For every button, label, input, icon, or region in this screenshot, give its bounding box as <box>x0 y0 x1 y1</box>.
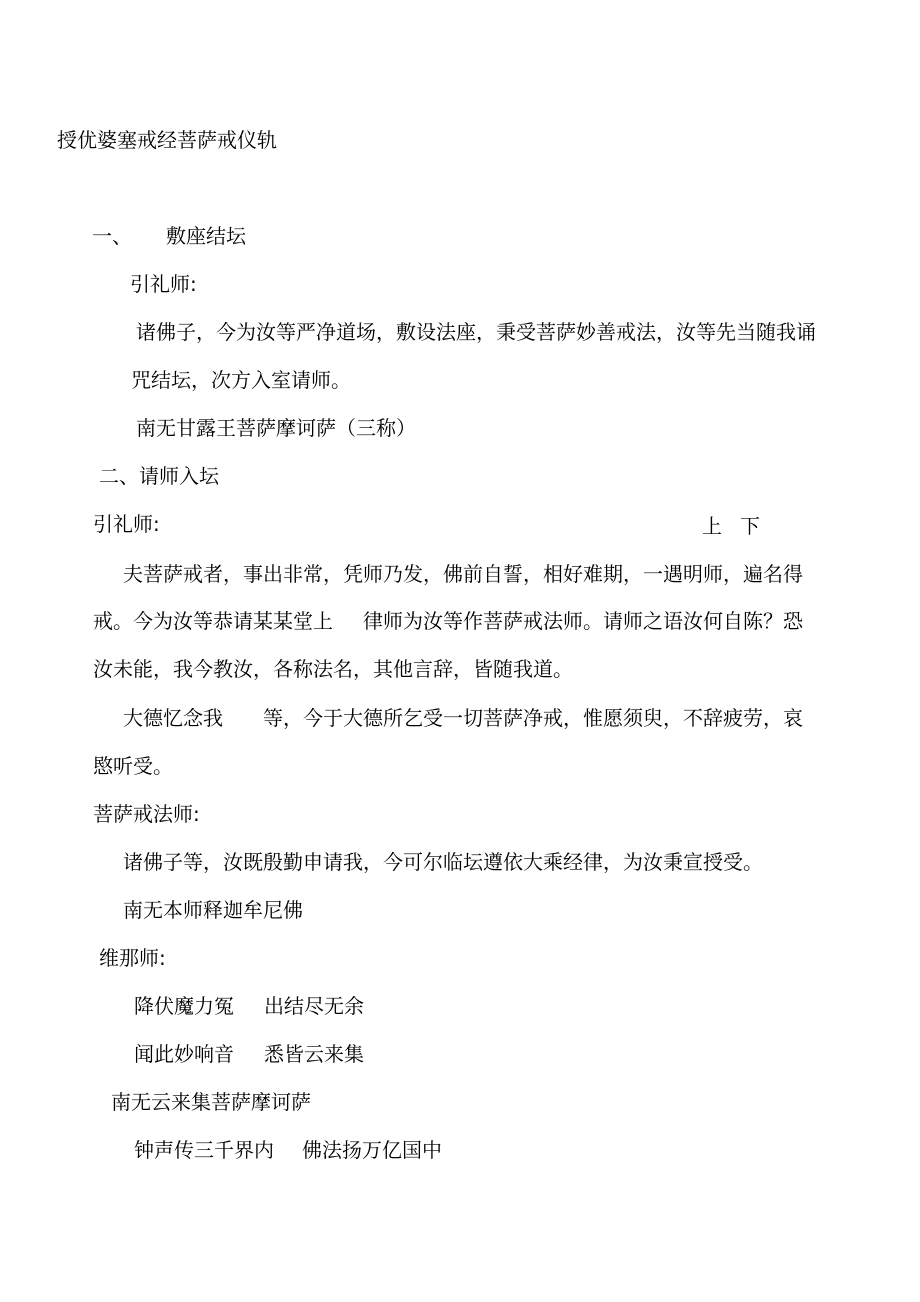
section2-paragraph1-line-3: 汝未能，我今教汝，各称法名，其他言辞，皆随我道。 <box>93 657 573 681</box>
section1-heading-text: 敷座结坛 <box>166 224 246 248</box>
line2-part-a: 戒。今为汝等恭请某某堂上 <box>93 609 333 633</box>
master-speaker: 菩萨戒法师: <box>93 802 200 826</box>
verse3-part-b: 佛法扬万亿国中 <box>302 1138 442 1162</box>
section2-speaker: 引礼师: <box>93 512 160 536</box>
verse3-part-a: 钟声传三千界内 <box>134 1138 274 1162</box>
para2-part-b: 等，今于大德所乞受一切菩萨净戒，惟愿须臾，不辞疲劳，哀 <box>263 706 803 730</box>
line2-part-b: 律师为汝等作菩萨戒法师。请师之语汝何自陈？恐 <box>363 609 803 633</box>
verse-line-1 <box>134 992 364 1020</box>
verse-line-3 <box>134 1136 442 1164</box>
section2-paragraph2-line-1 <box>123 704 803 732</box>
section1-paragraph-line-2: 咒结坛，次方入室请师。 <box>131 368 351 392</box>
verse-line-2 <box>134 1040 364 1068</box>
verse2-part-a: 闻此妙响音 <box>134 1042 234 1066</box>
right-note-lower: 下 <box>740 514 760 538</box>
verse2-part-b: 悉皆云来集 <box>264 1042 364 1066</box>
section1-heading <box>92 222 246 250</box>
section2-paragraph2-line-2: 愍听受。 <box>93 754 173 778</box>
section1-heading-number: 一、 <box>92 224 132 248</box>
section2-paragraph1-line-1: 夫菩萨戒者，事出非常，凭师乃发，佛前自誓，相好难期，一遇明师，遍名得 <box>123 562 803 586</box>
section1-invocation: 南无甘露王菩萨摩诃萨（三称） <box>136 416 416 440</box>
verse1-part-a: 降伏魔力冤 <box>134 994 234 1018</box>
section2-paragraph1-line-2 <box>93 607 803 635</box>
master-invocation: 南无本师释迦牟尼佛 <box>123 898 303 922</box>
right-note-upper: 上 <box>702 514 722 538</box>
document-title: 授优婆塞戒经菩萨戒仪轨 <box>57 128 277 152</box>
weina-speaker: 维那师: <box>99 946 166 970</box>
section2-heading: 二、请师入坛 <box>99 464 219 488</box>
verse-invocation: 南无云来集菩萨摩诃萨 <box>111 1090 311 1114</box>
master-statement: 诸佛子等，汝既殷勤申请我，今可尔临坛遵依大乘经律，为汝秉宣授受。 <box>123 850 763 874</box>
verse1-part-b: 出结尽无余 <box>264 994 364 1018</box>
section1-speaker: 引礼师: <box>130 272 197 296</box>
para2-part-a: 大德忆念我 <box>123 706 223 730</box>
section1-paragraph-line-1: 诸佛子，今为汝等严净道场，敷设法座，秉受菩萨妙善戒法，汝等先当随我诵 <box>136 320 816 344</box>
